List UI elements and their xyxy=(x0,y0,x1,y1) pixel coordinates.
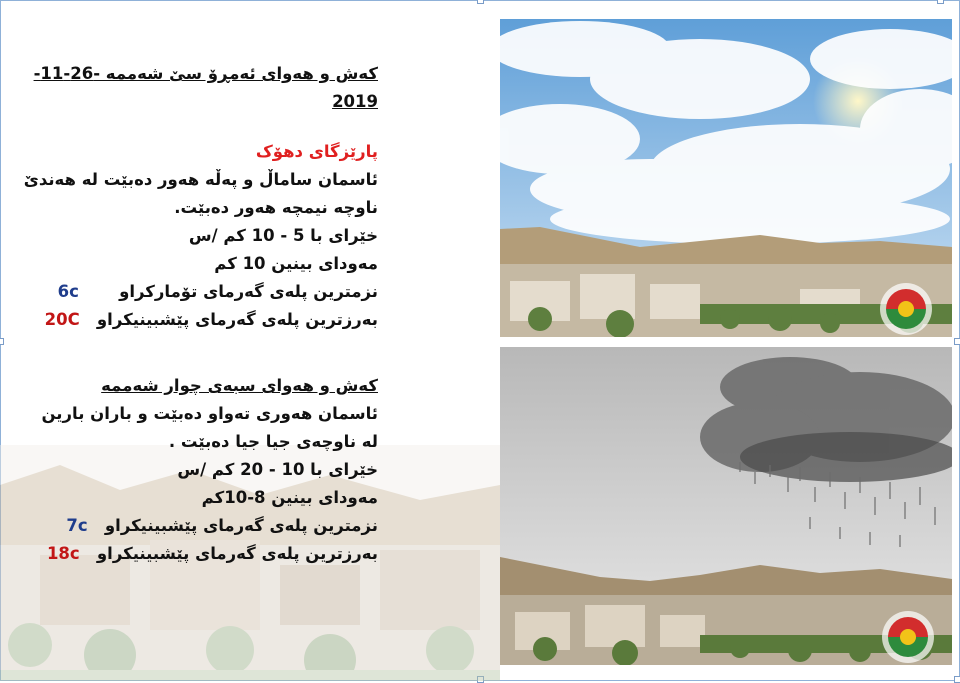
today-forecast xyxy=(20,60,378,334)
resize-handle-top-right[interactable] xyxy=(937,0,944,4)
tomorrow-visibility: مەودای بینین 8-10کم xyxy=(201,488,378,507)
region-title: پارێزگای دهۆک xyxy=(255,142,378,161)
today-wind: خێرای با 5 - 10 کم /س xyxy=(188,226,378,245)
tomorrow-max-label: بەرزترین پلەی گەرمای پێشبینیکراو xyxy=(96,544,378,563)
today-visibility: مەودای بینین 10 کم xyxy=(214,254,378,273)
tomorrow-weather-photo xyxy=(500,347,952,665)
today-weather-photo xyxy=(500,19,952,337)
tomorrow-max-temp xyxy=(20,540,378,568)
tomorrow-max-value: 18c xyxy=(46,544,80,563)
resize-handle-bottom-right[interactable] xyxy=(954,676,960,683)
channel-logo xyxy=(878,281,934,337)
tomorrow-min-label: نزمترین پلەی گەرمای پێشبینیکراو xyxy=(104,516,378,535)
today-max-temp xyxy=(20,306,378,334)
resize-handle-top[interactable] xyxy=(477,0,484,4)
resize-handle-left[interactable] xyxy=(0,338,4,345)
today-max-label: بەرزترین پلەی گەرمای پێشبینیکراو xyxy=(96,310,378,329)
tomorrow-forecast xyxy=(20,372,378,568)
tomorrow-sky: ئاسمان هەوری تەواو دەبێت و باران بارین لە ناوچەی جیا جیا دەبێت . xyxy=(41,404,378,451)
resize-handle-right[interactable] xyxy=(954,338,960,345)
today-min-value: 6c xyxy=(57,282,79,301)
today-heading: کەش و هەوای ئەمڕۆ سێ شەممە -26-11-2019 xyxy=(33,64,378,111)
channel-logo xyxy=(880,609,936,665)
tomorrow-wind: خێرای با 10 - 20 کم /س xyxy=(177,460,378,479)
today-min-temp xyxy=(20,278,378,306)
tomorrow-heading: کەش و هەوای سبەی چوار شەممە xyxy=(101,376,378,395)
tomorrow-min-temp xyxy=(20,512,378,540)
today-sky: ئاسمان ساماڵ و پەڵە هەور دەبێت لە هەندێ ناوچە نیمچە هەور دەبێت. xyxy=(23,170,378,217)
today-min-label: نزمترین پلەی گەرمای تۆمارکراو xyxy=(119,282,378,301)
today-max-value: 20C xyxy=(44,310,80,329)
tomorrow-min-value: 7c xyxy=(66,516,88,535)
